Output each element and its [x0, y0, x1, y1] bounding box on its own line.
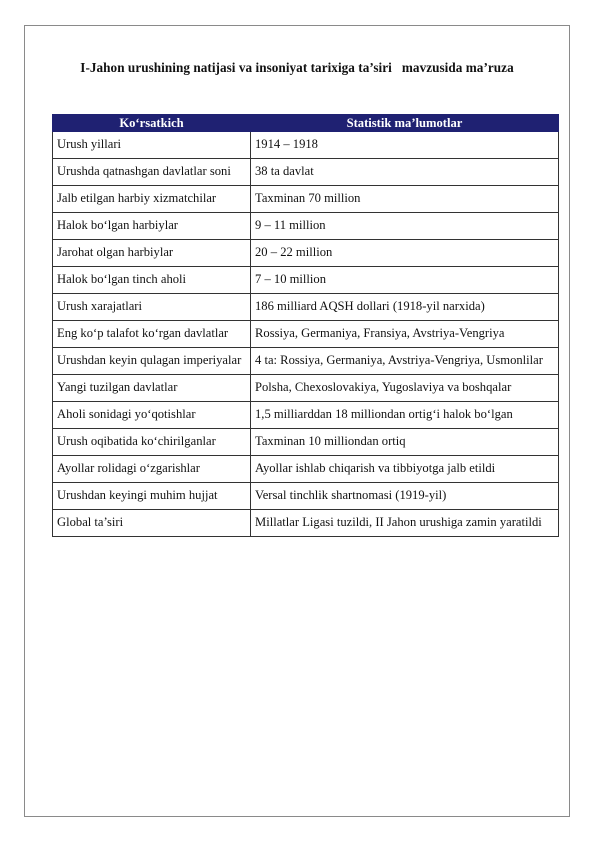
row-value: Taxminan 70 million [251, 186, 559, 213]
row-value: 186 milliard AQSH dollari (1918-yil narxida) [251, 294, 559, 321]
row-label: Urush oqibatida ko‘chirilganlar [53, 429, 251, 456]
table-row [53, 267, 559, 294]
row-label: Halok bo‘lgan tinch aholi [53, 267, 251, 294]
row-label: Urushda qatnashgan davlatlar soni [53, 159, 251, 186]
statistics-table [52, 114, 559, 537]
table-row [53, 402, 559, 429]
row-value: Versal tinchlik shartnomasi (1919-yil) [251, 483, 559, 510]
row-value: Millatlar Ligasi tuzildi, II Jahon urushiga zamin yaratildi [251, 510, 559, 537]
row-value: 4 ta: Rossiya, Germaniya, Avstriya-Vengriya, Usmonlilar [251, 348, 559, 375]
table-row [53, 483, 559, 510]
column-header-indicator: Ko‘rsatkich [53, 115, 251, 132]
row-label: Ayollar rolidagi o‘zgarishlar [53, 456, 251, 483]
table-row [53, 456, 559, 483]
row-label: Halok bo‘lgan harbiylar [53, 213, 251, 240]
row-value: 7 – 10 million [251, 267, 559, 294]
column-header-statistics: Statistik ma’lumotlar [251, 115, 559, 132]
table-row [53, 510, 559, 537]
table-row [53, 213, 559, 240]
table-row [53, 132, 559, 159]
row-value: 1914 – 1918 [251, 132, 559, 159]
row-value: 38 ta davlat [251, 159, 559, 186]
document-title: I-Jahon urushining natijasi va insoniyat tarixiga ta’siri mavzusida ma’ruza [80, 60, 514, 75]
row-label: Yangi tuzilgan davlatlar [53, 375, 251, 402]
table-row [53, 159, 559, 186]
row-value: 9 – 11 million [251, 213, 559, 240]
table-row [53, 294, 559, 321]
row-value: 20 – 22 million [251, 240, 559, 267]
row-label: Urush yillari [53, 132, 251, 159]
row-label: Jarohat olgan harbiylar [53, 240, 251, 267]
table-row [53, 186, 559, 213]
row-value: 1,5 milliarddan 18 milliondan ortig‘i halok bo‘lgan [251, 402, 559, 429]
row-label: Eng ko‘p talafot ko‘rgan davlatlar [53, 321, 251, 348]
row-label: Urushdan keyingi muhim hujjat [53, 483, 251, 510]
row-label: Jalb etilgan harbiy xizmatchilar [53, 186, 251, 213]
table-row [53, 429, 559, 456]
row-value: Polsha, Chexoslovakiya, Yugoslaviya va boshqalar [251, 375, 559, 402]
row-value: Ayollar ishlab chiqarish va tibbiyotga jalb etildi [251, 456, 559, 483]
row-label: Aholi sonidagi yo‘qotishlar [53, 402, 251, 429]
row-value: Taxminan 10 milliondan ortiq [251, 429, 559, 456]
row-label: Urush xarajatlari [53, 294, 251, 321]
table-header-row [53, 115, 559, 132]
table-row [53, 240, 559, 267]
table-row [53, 321, 559, 348]
row-label: Global ta’siri [53, 510, 251, 537]
row-value: Rossiya, Germaniya, Fransiya, Avstriya-Vengriya [251, 321, 559, 348]
table-row [53, 348, 559, 375]
table-row [53, 375, 559, 402]
row-label: Urushdan keyin qulagan imperiyalar [53, 348, 251, 375]
